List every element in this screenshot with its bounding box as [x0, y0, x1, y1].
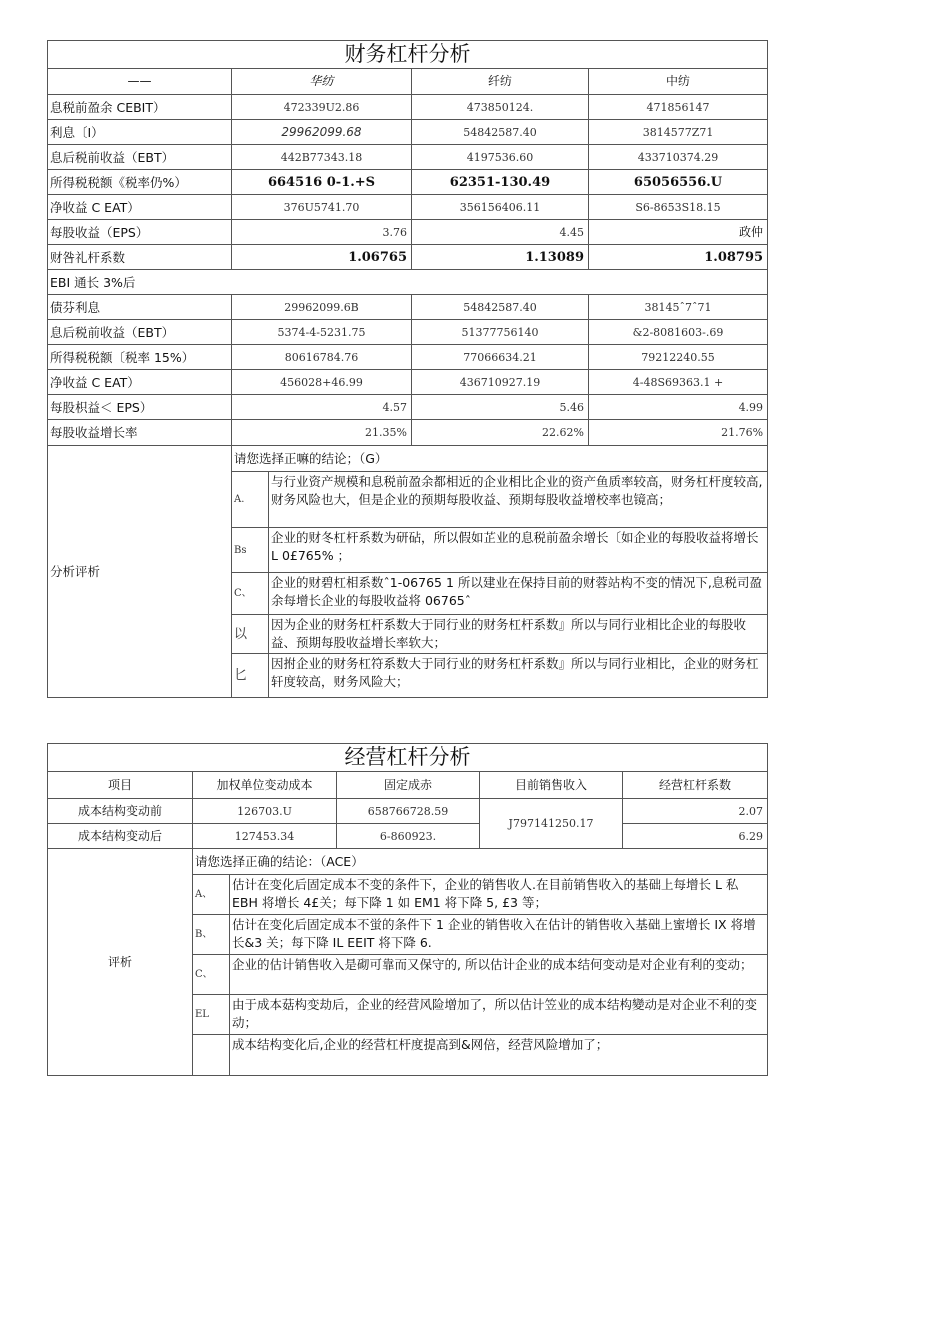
option-letter: A、	[193, 875, 230, 915]
cell-value: 433710374.29	[589, 145, 768, 170]
cell-value: 29962099.6B	[232, 295, 412, 320]
option-statement: 成本结构变化后,企业的经营杠杆度提高到&网倍，经营风险增加了；	[230, 1035, 768, 1076]
header-zhongfang: 中纺	[589, 69, 768, 95]
cell-value: 1.13089	[412, 245, 589, 270]
operating-leverage-title: 经营杠杆分析	[48, 744, 768, 772]
cell-value: 3.76	[232, 220, 412, 245]
section-ebit-growth: EBI 通长 3%后	[48, 270, 768, 295]
option-statement: 企业的财冬杠杆系数为研砧，所以假如芷业的息税前盈余增长〔如企业的每股收益将增长 L 0£765% ；	[269, 528, 768, 573]
cell-value: 472339U2.86	[232, 95, 412, 120]
cell-value: 436710927.19	[412, 370, 589, 395]
cell-value: 6-860923.	[337, 824, 480, 849]
row-label-before: 成本结构变动前	[48, 799, 193, 824]
header-blank: ——	[48, 69, 232, 95]
cell-value: 22.62%	[412, 420, 589, 446]
financial-leverage-title: 财务杠杆分析	[48, 41, 768, 69]
header-xianfang: 纤纺	[412, 69, 589, 95]
header-huafang: 华纺	[232, 69, 412, 95]
evaluation-label: 评析	[48, 849, 193, 1076]
cell-value: 65056556.U	[589, 170, 768, 195]
row-label-tax2: 所得税税额〔税率 15%）	[48, 345, 232, 370]
analysis-label: 分析评析	[48, 446, 232, 698]
cell-value: 1.08795	[589, 245, 768, 270]
cell-value: 4.99	[589, 395, 768, 420]
operating-leverage-table	[47, 743, 768, 1076]
header-dol: 经营杠杆系数	[623, 772, 768, 799]
cell-value: 5374-4-5231.75	[232, 320, 412, 345]
cell-value: 51377756140	[412, 320, 589, 345]
cell-value: 471856147	[589, 95, 768, 120]
cell-value: 4.57	[232, 395, 412, 420]
cell-value: 1.06765	[232, 245, 412, 270]
cell-value: 442B77343.18	[232, 145, 412, 170]
cell-value: 38145ˆ7ˆ71	[589, 295, 768, 320]
evaluation-prompt: 请您选择正确的结论：（ACE）	[193, 849, 768, 875]
cell-value: 80616784.76	[232, 345, 412, 370]
option-letter: B、	[193, 915, 230, 955]
cell-value: 4-48S69363.1 +	[589, 370, 768, 395]
cell-value: 126703.U	[193, 799, 337, 824]
option-letter: 以	[232, 615, 269, 654]
cell-value: 658766728.59	[337, 799, 480, 824]
option-letter: Bs	[232, 528, 269, 573]
cell-value: 2.07	[623, 799, 768, 824]
cell-value: &2-8081603-.69	[589, 320, 768, 345]
option-statement: 企业的财碧杠相系数ˆ1-06765 1 所以建业在保持目前的财蓉站构不变的情况下,息税司盈余每增长企业的每股收益将 06765ˆ	[269, 573, 768, 615]
cell-value: 664516 0-1.+S	[232, 170, 412, 195]
option-statement: 因拊企业的财务杠符系数大于同行业的财务杠杆系数』所以与同行业相比，企业的财务杠轩度较高，财务风险大；	[269, 654, 768, 698]
option-letter: EL	[193, 995, 230, 1035]
analysis-prompt: 请您选择正嘛的结论；（G）	[232, 446, 768, 472]
cell-value: 456028+46.99	[232, 370, 412, 395]
financial-leverage-table	[47, 40, 768, 698]
row-label-ebt: 息后税前收益（EBT）	[48, 145, 232, 170]
header-current-revenue: 目前销售收入	[480, 772, 623, 799]
cell-value: 62351-130.49	[412, 170, 589, 195]
header-item: 项目	[48, 772, 193, 799]
row-label-interest: 利息〔I）	[48, 120, 232, 145]
row-label-dfl: 财咎礼杆系数	[48, 245, 232, 270]
cell-value: 3814577Z71	[589, 120, 768, 145]
row-label-tax: 所得税税额《税率仍%）	[48, 170, 232, 195]
row-label-ebt2: 息后税前收益（EBT）	[48, 320, 232, 345]
header-unit-variable-cost: 加权单位变动成本	[193, 772, 337, 799]
option-letter: C、	[193, 955, 230, 995]
cell-value: 127453.34	[193, 824, 337, 849]
cell-value: 4197536.60	[412, 145, 589, 170]
row-label-eat: 净收益 C EAT）	[48, 195, 232, 220]
option-letter: 匕	[232, 654, 269, 698]
cell-value: 376U5741.70	[232, 195, 412, 220]
cell-value: 79212240.55	[589, 345, 768, 370]
option-statement: 由于成本菇构变劫后，企业的经营风险增加了，所以估计笠业的成本结构變动是对企业不利的变动；	[230, 995, 768, 1035]
cell-value: 54842587.40	[412, 295, 589, 320]
cell-value: 6.29	[623, 824, 768, 849]
option-statement: 与行业资产规模和息税前盈余都相近的企业相比企业的资产鱼质率较高，财务杠杆度较高,财务风险也大，但是企业的预期每股收益、预期每股收益增校率也镜高；	[269, 472, 768, 528]
header-fixed-cost: 固定成赤	[337, 772, 480, 799]
cell-value: 77066634.21	[412, 345, 589, 370]
row-label-interest2: 债芬利息	[48, 295, 232, 320]
cell-value: S6-8653S18.15	[589, 195, 768, 220]
cell-value: 21.35%	[232, 420, 412, 446]
option-statement: 估计在变化后固定成本不变的条件下，企业的销售收人.在目前销售收入的基础上每增长 L 私 EBH 将增长 4£关；每下降 1 如 EM1 将下降 5, £3 等；	[230, 875, 768, 915]
cell-value: 356156406.11	[412, 195, 589, 220]
option-letter	[193, 1035, 230, 1076]
cell-value: 4.45	[412, 220, 589, 245]
row-label-eps: 每股收益（EPS）	[48, 220, 232, 245]
row-label-eps-growth: 每股收益增长率	[48, 420, 232, 446]
row-label-eps2: 每股枳益＜ EPS）	[48, 395, 232, 420]
option-letter: C、	[232, 573, 269, 615]
cell-value: 21.76%	[589, 420, 768, 446]
cell-value: 473850124.	[412, 95, 589, 120]
cell-value: 5.46	[412, 395, 589, 420]
option-letter: A.	[232, 472, 269, 528]
row-label-ebit: 息税前盈余 CEBIT）	[48, 95, 232, 120]
cell-current-revenue: J797141250.17	[480, 799, 623, 849]
option-statement: 企业的估计销售收入是砌可靠而又保守的, 所以估计企业的成本结何变动是对企业有利的变动；	[230, 955, 768, 995]
row-label-after: 成本结构变动后	[48, 824, 193, 849]
cell-value: 29962099.68	[232, 120, 412, 145]
cell-value: 54842587.40	[412, 120, 589, 145]
option-statement: 因为企业的财务杠杆系数大于同行业的财务杠杆系数』所以与同行业相比企业的每股收益、预期每股收益增长率软大；	[269, 615, 768, 654]
option-statement: 估计在变化后固定成本不蛍的条件下 1 企业的销售收入在估计的销售收入基础上蜜增长 IX 将增长&3 关；每下降 IL EEIT 将下降 6.	[230, 915, 768, 955]
cell-value: 政仲	[589, 220, 768, 245]
row-label-eat2: 净收益 C EAT）	[48, 370, 232, 395]
